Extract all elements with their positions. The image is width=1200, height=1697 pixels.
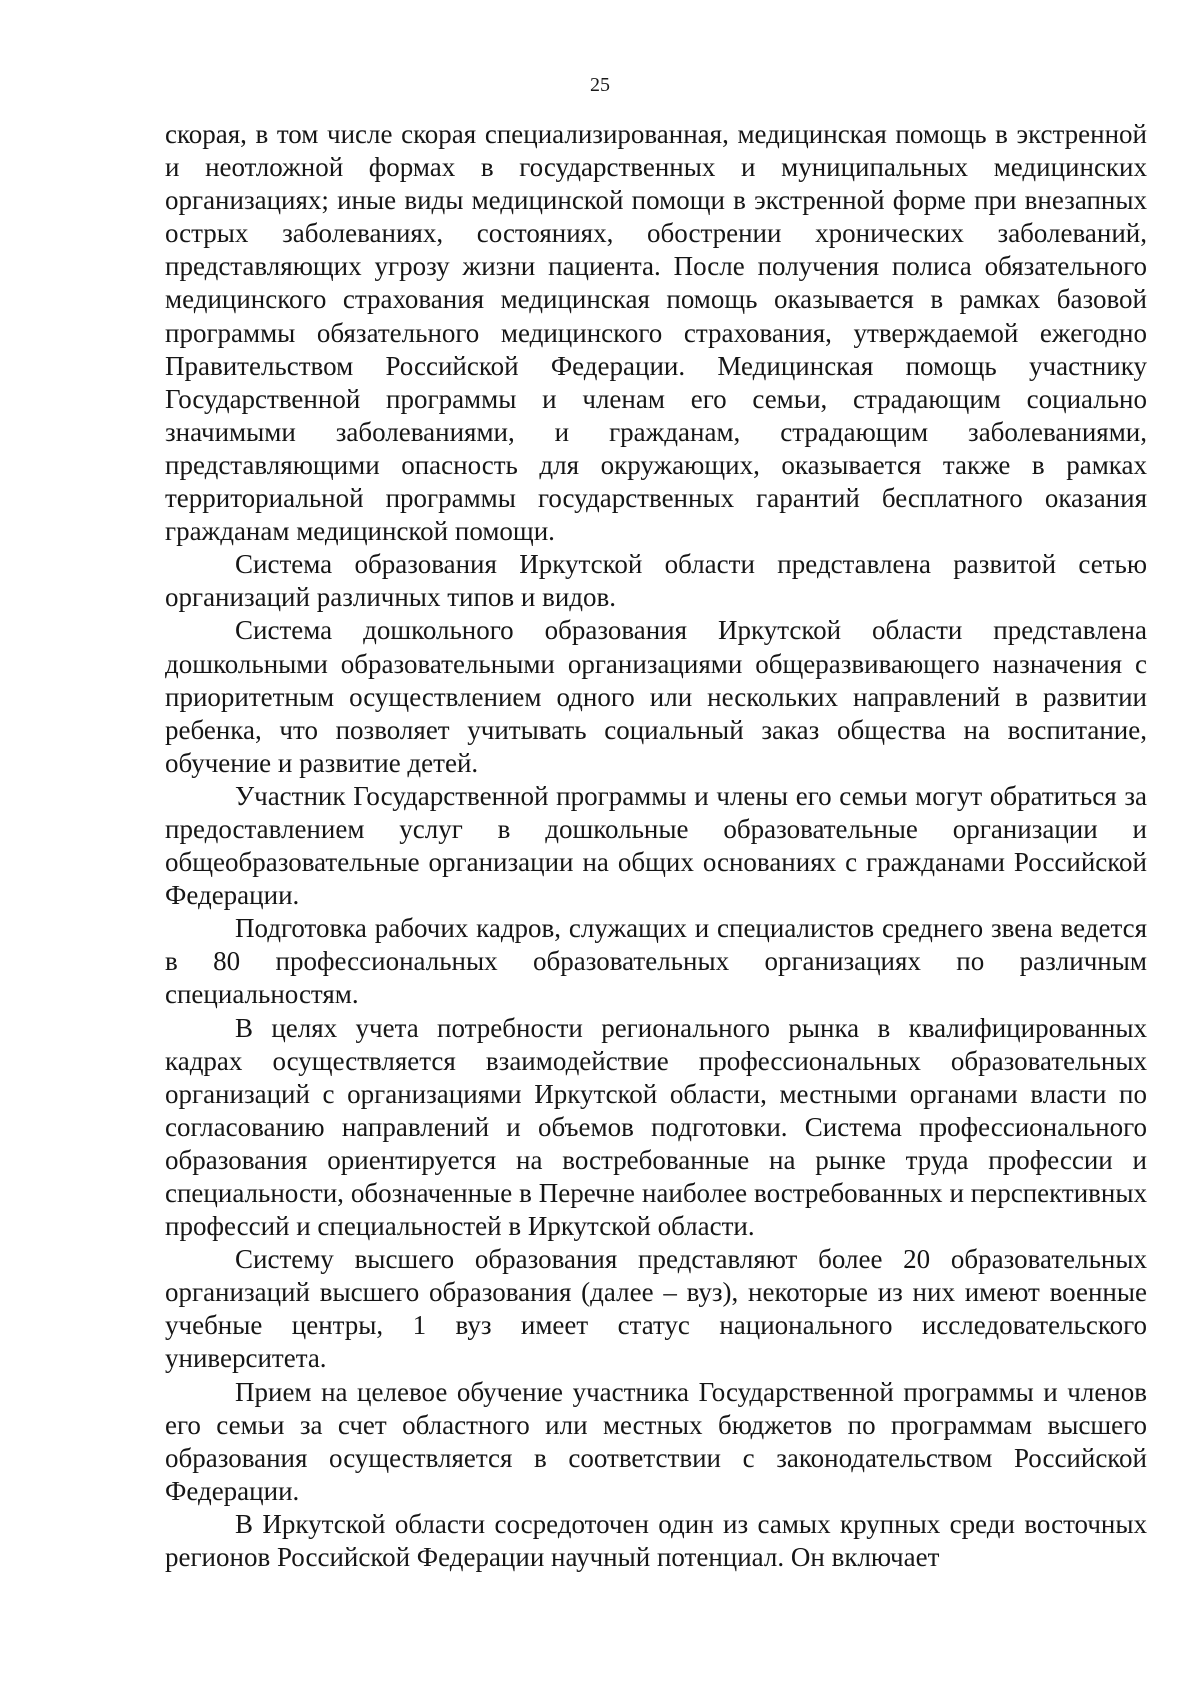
paragraph-workforce-training: Подготовка рабочих кадров, служащих и специалистов среднего звена ведется в 80 профессиональных образовательных организациях по различным специальностям.	[165, 913, 1147, 1010]
paragraph-education-system: Система образования Иркутской области представлена развитой сетью организаций различных типов и видов.	[165, 549, 1147, 613]
paragraph-scientific-potential: В Иркутской области сосредоточен один из самых крупных среди восточных регионов Российской Федерации научный потенциал. Он включает	[165, 1508, 1147, 1573]
paragraph-medical-care: скорая, в том числе скорая специализированная, медицинская помощь в экстренной и неотложной формах в государственных и муниципальных медицинских организациях; иные виды медицинской помощи в экстренной форме при внезапных острых заболеваниях, состояниях, обострении хронических заболеваний, представляющих угрозу жизни пациента. После получения полиса обязательного медицинского страхования медицинская помощь оказывается в рамках базовой программы обязательного медицинского страхования, утверждаемой ежегодно Правительством Российской Федерации. Медицинская помощь участнику Государственной программы и членам его семьи, страдающим социально значимыми заболеваниями, и гражданам, страдающим заболеваниями, представляющими опасность для окружающих, оказывается также в рамках территориальной программы государственных гарантий бесплатного оказания гражданам медицинской помощи.	[165, 119, 1147, 547]
paragraph-higher-education: Систему высшего образования представляют более 20 образовательных организаций высшего образования (далее – вуз), некоторые из них имеют военные учебные центры, 1 вуз имеет статус национального исследовательского университета.	[165, 1244, 1147, 1374]
document-body	[165, 118, 1147, 1574]
paragraph-preschool-education: Система дошкольного образования Иркутской области представлена дошкольными образовательными организациями общеразвивающего назначения с приоритетным осуществлением одного или нескольких направлений в развитии ребенка, что позволяет учитывать социальный заказ общества на воспитание, обучение и развитие детей.	[165, 615, 1147, 778]
page-number: 25	[590, 74, 610, 96]
paragraph-targeted-admission: Прием на целевое обучение участника Государственной программы и членов его семьи за счет областного или местных бюджетов по программам высшего образования осуществляется в соответствии с законодательством Российской Федерации.	[165, 1376, 1147, 1506]
paragraph-participant-access: Участник Государственной программы и члены его семьи могут обратиться за предоставлением услуг в дошкольные образовательные организации и общеобразовательные организации на общих основаниях с гражданами Российской Федерации.	[165, 780, 1147, 911]
paragraph-labor-market: В целях учета потребности регионального рынка в квалифицированных кадрах осуществляется взаимодействие профессиональных образовательных организаций с организациями Иркутской области, местными органами власти по согласованию направлений и объемов подготовки. Система профессионального образования ориентируется на востребованные на рынке труда профессии и специальности, обозначенные в Перечне наиболее востребованных и перспективных профессий и специальностей в Иркутской области.	[165, 1012, 1147, 1242]
